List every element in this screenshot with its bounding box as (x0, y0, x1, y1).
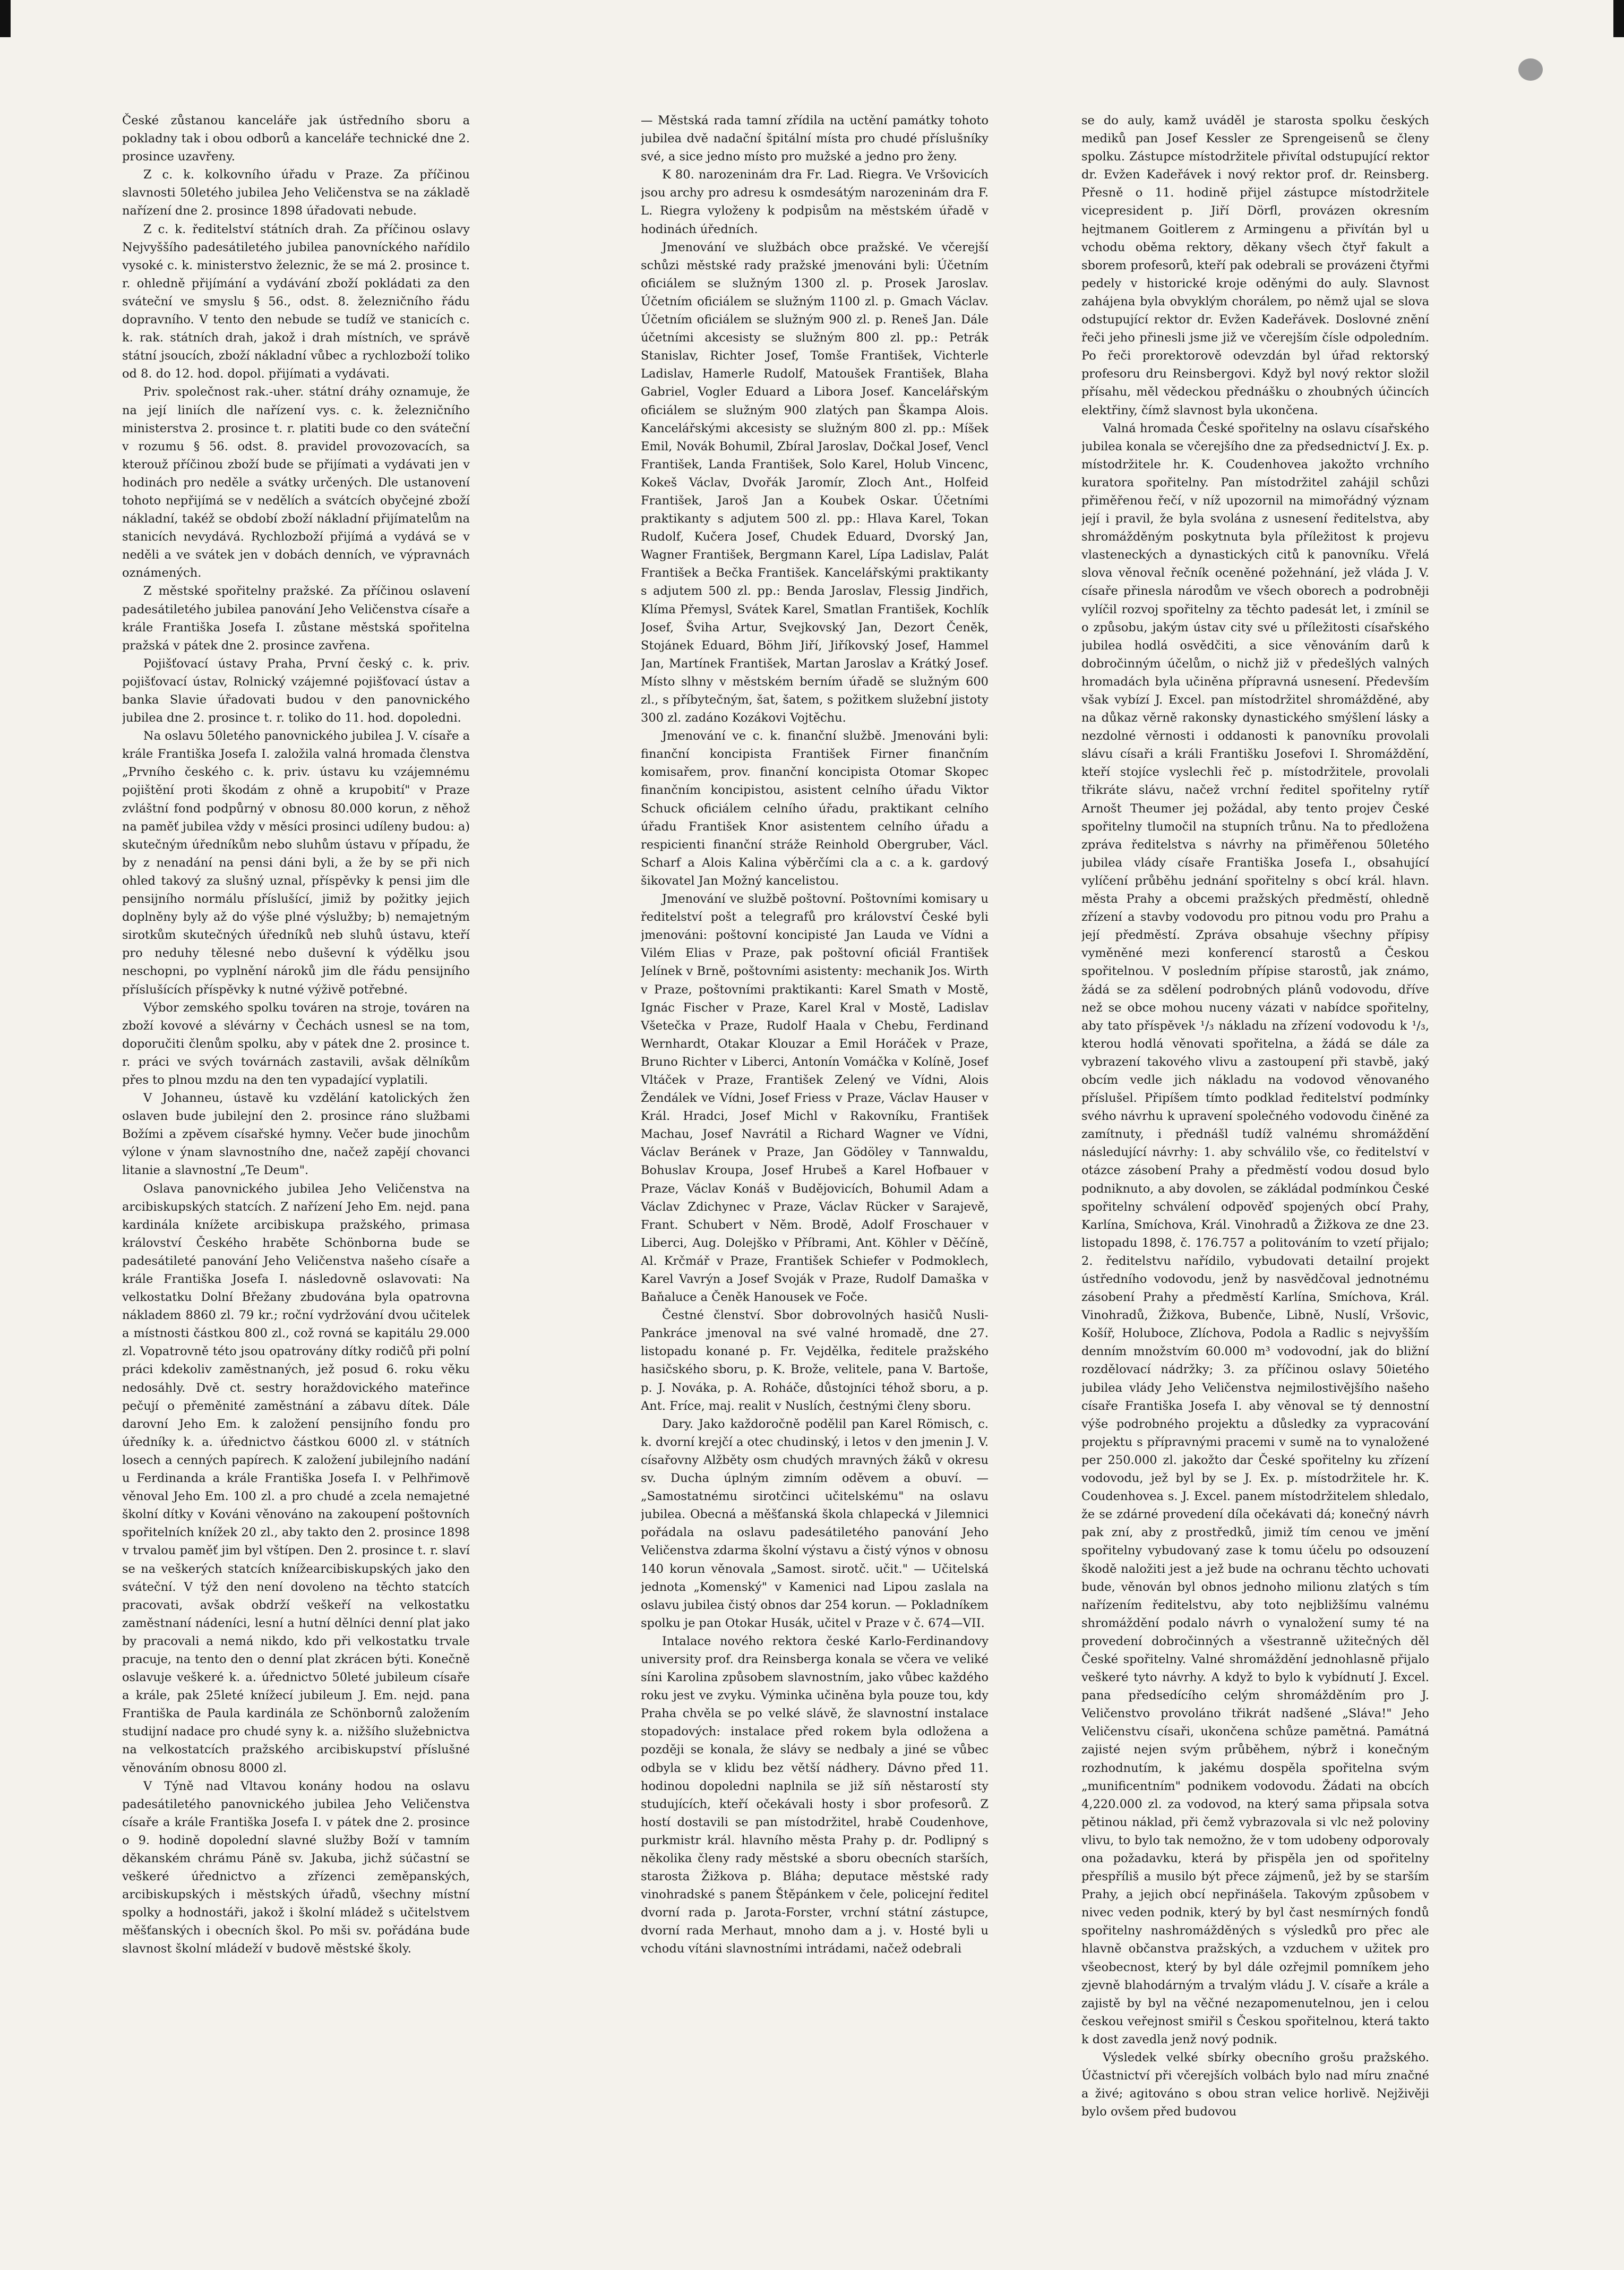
paragraph: Jmenování ve c. k. finanční službě. Jmenováni byli: finanční koncipista František Firner finančním komisařem, prov. finanční koncipista Otomar Skopec finančním koncipistou, asistent celního úřadu Viktor Schuck oficiálem celního úřadu, praktikant celního úřadu František Knor asistentem celního úřadu a respicienti finanční stráže Reinhold Obergruber, Václ. Scharf a Alois Kalina výběrčími cla a c. a k. gardový šikovatel Jan Možný kancelistou. (641, 729, 989, 888)
column-middle (641, 112, 989, 2235)
punch-hole (1518, 58, 1543, 81)
paragraph: Čestné členství. Sbor dobrovolných hasičů Nusli-Pankráce jmenoval na své valné hromadě, dne 27. listopadu konané p. Fr. Vejdělka, ředitele pražského hasičského sboru, p. K. Brože, velitele, pana V. Bartoše, p. J. Nováka, p. A. Roháče, důstojníci téhož sboru, a p. Ant. Fríce, maj. realit v Nuslích, čestnými členy sboru. (641, 1308, 989, 1413)
paragraph: V Týně nad Vltavou konány hodou na oslavu padesátiletého panovnického jubilea Jeho Veličenstva císaře a krále Františka Josefa I. v pátek dne 2. prosince o 9. hodině dopolední slavné služby Boží v tamním děkanském chrámu Páně sv. Jakuba, jichž súčastní se veškeré úřednictvo a zřízenci zeměpanských, arcibiskupských i městských úřadů, všechny místní spolky a hodnostáři, jakož i školní mládež s učitelstvem měšťanských i obecních škol. Po mši sv. pořádána bude slavnost školní mládeží v budově městské školy. (122, 1779, 470, 1956)
paragraph: České zůstanou kanceláře jak ústředního sboru a pokladny tak i obou odborů a kanceláře technické dne 2. prosince uzavřeny. (122, 114, 470, 164)
paragraph: Intalace nového rektora české Karlo-Ferdinandovy university prof. dra Reinsberga konala se včera ve veliké síni Karolina způsobem slavnostním, jako vůbec každého roku jest ve zvyku. Výminka učiněna byla pouze tou, kdy Praha chvěla se po velké slávě, že slavnostní instalace stopadových: instalace před rokem byla odložena a později se konala, že slávy se nedbaly a jiné se vůbec odbyla se v klidu bez větší nádhery. Dávno před 11. hodinou dopoledni naplnila se již síň něstarostí sty studujících, kteří očekávali hosty i sbor profesorů. Z hostí dostavili se pan místodržitel, hrabě Coudenhove, purkmistr král. hlavního města Prahy p. dr. Podlipný s několika členy rady městské a sboru obecních starších, starosta Žižkova p. Bláha; deputace městské rady vinohradské s panem Štěpánkem v čele, policejní ředitel dvorní rada p. Jarota-Forster, vrchní státní zástupce, dvorní rada Merhaut, mnoho dam a j. v. Hosté byli u vchodu vítáni slavnostními intrádami, načež odebrali (641, 1634, 989, 1956)
paragraph: Valná hromada České spořitelny na oslavu císařského jubilea konala se včerejšího dne za předsednictví J. Ex. p. místodržitele hr. K. Coudenhovea jakožto vrchního kuratora spořitelny. Pan místodržitel zahájil schůzi přiměřenou řečí, v níž upozornil na mimořádný význam její i pravil, že byla svolána z usnesení ředitelstva, aby shromážděným poskytnuta byla příležitost k projevu vlasteneckých a dynastických citů k panovníku. Vřelá slova věnoval řečník oceněné požehnání, jež vláda J. V. císaře přinesla národům ve všech oborech a podrobněji vylíčil rozvoj spořitelny za těchto padesát let, i zmínil se o způsobu, jakým ústav city své u příležitosti císařského jubilea hodlá osvědčiti, a sice věnováním darů k dobročinným účelům, o nichž již v předešlých valných hromadách byla učiněna přípravná usnesení. Především však vybízí J. Excel. pan místodržitel shromážděné, aby na důkaz věrně rakonsky dynastického smýšlení lásky a nezdolné věrnosti i oddanosti k panovníku provolali slávu císaři a králi Františku Josefovi I. Shromáždění, kteří stojíce vyslechli řeč p. místodržitele, provolali třikráte slávu, načež vrchní ředitel spořitelny rytíř Arnošt Theumer jej požádal, aby tento projev České spořitelny tlumočil na stupních trůnu. Na to předložena zpráva ředitelstva s návrhy na přiměřenou 50letého jubilea vlády císaře Františka Josefa I., obsahující vylíčení průběhu jednání spořitelny s obcí král. hlavn. města Prahy a obcemi pražských předměstí, ohledně zřízení a stavby vodovodu pro pitnou vodu pro Prahu a její předměstí. Zpráva obsahuje všechny přípisy vyměněné mezi konferencí starostů a Českou spořitelnou. V posledním přípise starostů, jak známo, žádá se za sdělení podrobných plánů vodovodu, dříve než se obce mohou nuceny vázati v nabídce spořitelny, aby tato příspěvek ¹/₃ nákladu na zřízení vodovodu k ¹/₃, kterou hodlá věnovati spořitelna, a žádá se dále za vybrazení takového vlivu a zastoupení při stavbě, jaký obcím vedle jich nákladu na vodovod věnovaného příslušel. Připíšem tímto podklad ředitelství podmínky svého návrhu k upravení společného vodovodu činěné za zamítnuty, i přednášl tudíž valnému shromáždění následující návrhy: 1. aby schválilo vše, co ředitelství v otázce zásobení Prahy a předměstí vodou dosud bylo podniknuto, a aby dovolen, se zákládal podmínkou České spořitelny schválení odpověď spojených obcí Prahy, Karlína, Smíchova, Král. Vinohradů a Žižkova ze dne 23. listopadu 1898, č. 176.757 a politováním to vzetí přijalo; 2. ředitelstvu nařídilo, vybudovati detailní projekt ústředního vodovodu, jenž by nasvědčoval jednotnému zásobení Prahy a předměstí Karlína, Smíchova, Král. Vinohradů, Žižkova, Bubenče, Libně, Nuslí, Vršovic, Košíř, Holuboce, Zlíchova, Podola a Radlic s nejvyšším denním množstvím 60.000 m³ vodovodní, jak do bližní rozdělovací nádržky; 3. za příčinou oslavy 50ietého jubilea vlády Jeho Veličenstva nejmilostivějšího našeho císaře Františka Josefa I. aby věnoval se tý dennostní výše podrobného projektu a důsledky za vypracování projektu s přípravnými pracemi v sumě na to vynaložené per 250.000 zl. jakožto dar České spořitelny ku zřízení vodovodu, jež byl by se J. Ex. p. místodržitele hr. K. Coudenhovea s. J. Excel. panem místodržitelem shledalo, že se zdárné provedení díla očekávati dá; konečný návrh pak zní, aby z prostředků, jimiž tím cenou ve jmění spořitelny vybudovaný zase k tomu účelu po odsouzení škodě naložiti jest a jež bude na ochranu těchto uchovati bude, věnován byl obnos jednoho milionu zlatých s tím nařízením ředitelstvu, aby toto nejbližšímu valnému shromáždění podalo návrh o vynaložení sumy té na provedení dobročinných a všestranně užitečných děl České spořitelny. Valné shromáždění jednohlasně přijalo veškeré tyto návrhy. A když to bylo k vybídnutí J. Excel. pana předsedícího celým shromážděním pro J. Veličenstvo provoláno třikrát nadšené „Sláva!" Jeho Veličenstvu císaři, ukončena schůze pamětná. Památná zajisté nejen svým průběhem, nýbrž i konečným rozhodnutím, k jakému dospěla spořitelna svým „munificentním" podnikem vodovodu. Žádati na obcích 4,220.000 zl. za vodovod, na který sama připsala sotva pětinou náklad, při čemž vybrazovala si vlc než poloviny vlivu, to bylo tak nemožno, že v tom udobeny odporovaly ona požadavku, která by přispěla jen od spořitelny přespříliš a musilo být přece zájmenů, jež by se starším Prahy, a jejich obcí nepřinášela. Takovým způsobem v nivec veden podnik, který by byl čast nesmírných fondů spořitelny nashromážděných s výsledků pro přec ale hlavně občanstva pražských, a vzduchem v užitek pro všeobecnost, který by byl dále ozřejmil pomníkem jeho zjevně blahodárným a trvalým vládu J. V. císaře a krále a zajistě by byl na věčné nezapomenutelnou, jen i celou českou veřejnost smiřil s Českou spořitelnou, která takto k dost zavedla jenž nový podnik. (1081, 421, 1429, 2046)
paragraph: Z městské spořitelny pražské. Za příčinou oslavení padesátiletého jubilea panování Jeho Veličenstva císaře a krále Františka Josefa I. zůstane městská spořitelna pražská v pátek dne 2. prosince zavřena. (122, 584, 470, 653)
column-left (122, 112, 470, 2235)
paragraph: Z c. k. kolkovního úřadu v Praze. Za příčinou slavnosti 50letého jubilea Jeho Veličenstva se na základě nařízení dne 2. prosince 1898 úřadovati nebude. (122, 168, 470, 218)
paragraph: Na oslavu 50letého panovnického jubilea J. V. císaře a krále Františka Josefa I. založila valná hromada členstva „Prvního českého c. k. priv. ústavu ku vzájemnému pojištění proti škodám z ohně a krupobití" v Praze zvláštní fond podpůrný v obnosu 80.000 korun, z něhož na paměť jubilea vždy v měsíci prosinci udíleny budou: a) skutečným úředníkům nebo sluhům ústavu v případu, že by z nenadání na pensi dáni byli, a že by se při nich ohled takový za slušný uznal, příspěvky k pensi jim dle pensijního normálu příslušící, jimiž by požitky jejich doplněny byly až do výše plné výslužby; b) nemajetným sirotkům skutečných úředníků neb sluhů ústavu, kteří pro neduhy tělesné nebo duševní k výdělku jsou neschopni, po vyplnění nároků jim dle řádu pensijního příslušících příspěvky k nutné výživě potřebné. (122, 729, 470, 997)
paragraph: se do auly, kamž uváděl je starosta spolku českých mediků pan Josef Kessler ze Sprengeisenů se členy spolku. Zástupce místodržitele přivítal odstupující rektor dr. Evžen Kadeřávek i nový rektor prof. dr. Reinsberg. Přesně o 11. hodině přijel zástupce místodržitele vicepresident p. Jiří Dörfl, provázen okresním hejtmanem Goitlerem z Armingenu a přivítán byl u vchodu oběma rektory, děkany všech čtyř fakult a sborem profesorů, kteří pak odebrali se provázeni čtyřmi pedely v historické kroje oděnými do auly. Slavnost zahájena byla obvyklým chorálem, po němž ujal se slova odstupující rektor dr. Evžen Kadeřávek. Doslovné znění řeči jeho přinesli jsme již ve včerejším čísle odpoledním. Po řeči prorektorově odevzdán byl úřad rektorský profesoru dru Reinsbergovi. Když byl nový rektor složil přísahu, měl vědeckou přednášku o zhoubných účincích elektřiny, čímž slavnost byla ukončena. (1081, 114, 1429, 417)
paragraph: Jmenování ve službě poštovní. Poštovními komisary u ředitelství pošt a telegrafů pro království České byli jmenováni: poštovní koncipisté Jan Lauda ve Vídni a Vilém Elias v Praze, pak poštovní oficiál František Jelínek v Brně, poštovními asistenty: mechanik Jos. Wirth v Praze, poštovními praktikanti: Karel Smath v Mostě, Ignác Fischer v Praze, Karel Kral v Mostě, Ladislav Všetečka v Praze, Rudolf Haala v Chebu, Ferdinand Wernhardt, Otakar Klouzar a Emil Horáček v Praze, Bruno Richter v Liberci, Antonín Vomáčka v Kolíně, Josef Vltáček v Praze, František Zelený ve Vídni, Alois Žendálek ve Vídni, Josef Friess v Praze, Václav Hauser v Král. Hradci, Josef Michl v Rakovníku, František Machau, Josef Navrátil a Richard Wagner ve Vídni, Václav Beránek v Praze, Jan Gödöley v Tannwaldu, Bohuslav Kroupa, Josef Hrubeš a Karel Hofbauer v Praze, Václav Konáš v Budějovicích, Bohumil Adam a Václav Zdichynec v Praze, Václav Rücker v Sarajevě, Frant. Schubert v Něm. Brodě, Adolf Froschauer v Liberci, Aug. Dolejško v Příbrami, Ant. Köhler v Děčíně, Al. Krčmář v Praze, František Schiefer v Podmoklech, Karel Vavrýn a Josef Svoják v Praze, Rudolf Damaška v Baňaluce a Čeněk Hanousek ve Foče. (641, 892, 989, 1305)
paragraph: Pojišťovací ústavy Praha, První český c. k. priv. pojišťovací ústav, Rolnický vzájemné pojišťovací ústav a banka Slavie úřadovati budou v den panovnického jubilea dne 2. prosince t. r. toliko do 11. hod. dopoledni. (122, 656, 470, 725)
scan-corner-right (1613, 0, 1624, 37)
scan-corner-left (0, 0, 11, 37)
paragraph: Oslava panovnického jubilea Jeho Veličenstva na arcibiskupských statcích. Z nařízení Jeho Em. nejd. pana kardinála knížete arcibiskupa pražského, primasa království Českého hraběte Schönborna bude se padesátileté panování Jeho Veličenstva našeho císaře a krále Františka Josefa I. následovně oslavovati: Na velkostatku Dolní Břežany zbudována byla opatrovna nákladem 8860 zl. 79 kr.; roční vydržování dvou učitelek a místnosti částkou 800 zl., což rovná se kapitálu 29.000 zl. Vopatrovně této jsou opatrovány dítky rodičů při polní práci kdekoliv zaměstnaných, jež posud 6. roku věku nedosáhly. Dvě ct. sestry horaždovického mateřince pečují o přeměnité zaměstnání a zábavu dítek. Dále darovní Jeho Em. k založení pensijního fondu pro úředníky k. a. úřednictvo částkou 6000 zl. v státních losech a cenných papírech. K založení jubilejního nadání u Ferdinanda a krále Františka Josefa I. v Pelhřimově věnoval Jeho Em. 100 zl. a pro chudé a zcela nemajetné školní dítky v Kováni věnováno na zakoupení poštovních spořitelních knížek 20 zl., aby takto den 2. prosince 1898 v trvalou paměť jim byl vštípen. Den 2. prosince t. r. slaví se na veškerých statcích knížearcibiskupských jako den sváteční. V týž den není dovoleno na těchto statcích pracovati, avšak obdrží veškeří na velkostatku zaměstnaní nádeníci, lesní a hutní dělníci denní plat jako by pracovali a nemá nikdo, kdo při velkostatku trvale pracuje, na tento den o denní plat zkrácen býti. Konečně oslavuje veškeré k. a. úřednictvo 50leté jubileum císaře a krále, pak 25leté knížecí jubileum J. Em. nejd. pana Františka de Paula kardinála ze Schönbornů založením studijní nadace pro chudé syny k. a. nižšího služebnictva na velkostatcích pražského arcibiskupství příslušné věnováním obnosu 8000 zl. (122, 1181, 470, 1775)
paragraph: Priv. společnost rak.-uher. státní dráhy oznamuje, že na její liniích dle nařízení vys. c. k. železničního ministerstva 2. prosince t. r. platiti bude co den sváteční v rozumu § 56. odst. 8. pravidel provozovacích, sa kterouž příčinou zboží bude se přijímati a vydávati jen v hodinách pro neděle a svátky určených. Dle ustanovení tohoto nepřijímá se v nedělích a svátcích obyčejné zboží nákladní, takéž se období zboží nákladní přijímatelům na stanicích nevydává. Rychlozboží přijímá a vydává se v neděli a ve svátek jen v dobách denních, ve výpravnách oznámených. (122, 385, 470, 580)
paragraph: Z c. k. ředitelství státních drah. Za příčinou oslavy Nejvyššího padesátiletého jubilea panovníckého nařídilo vysoké c. k. ministerstvo železnic, že se má 2. prosince t. r. ohledně přijímání a vydávání zboží pokládati za den sváteční ve smyslu § 56., odst. 8. železničního řádu dopravního. V tento den nebude se tudíž ve stanicích c. k. rak. státních drah, jakož i drah místních, ve správě státní jsoucích, zboží nákladní vůbec a rychlozboží toliko od 8. do 12. hod. dopol. přijímati a vydávati. (122, 222, 470, 381)
paragraph: Výsledek velké sbírky obecního grošu pražského. Účastnictví při včerejších volbách bylo nad míru značné a živé; agitováno s obou stran velice horlivě. Nejživěji bylo ovšem před budovou (1081, 2051, 1429, 2119)
paragraph: Jmenování ve službách obce pražské. Ve včerejší schůzi městské rady pražské jmenováni byli: Účetním oficiálem se služným 1300 zl. p. Prosek Jaroslav. Účetním oficiálem se služným 1100 zl. p. Gmach Václav. Účetním oficiálem se služným 900 zl. p. Reneš Jan. Dále účetními akcesisty se služným 800 zl. pp.: Petrák Stanislav, Richter Josef, Tomše František, Vichterle Ladislav, Hamerle Rudolf, Matoušek František, Blaha Gabriel, Vogler Eduard a Libora Josef. Kancelářským oficiálem se služným 900 zlatých pan Škampa Alois. Kancelářskými akcesisty se služným 800 zl. pp.: Míšek Emil, Novák Bohumil, Zbíral Jaroslav, Dočkal Josef, Vencl František, Landa František, Solo Karel, Holub Vincenc, Kokeš Václav, Dvořák Jaromír, Zloch Ant., Holfeid František, Jaroš Jan a Koubek Oskar. Účetními praktikanty s adjutem 500 zl. pp.: Hlava Karel, Tokan Rudolf, Kučera Josef, Chudek Eduard, Dvorský Jan, Wagner František, Bergmann Karel, Lípa Ladislav, Palát František a Bečka František. Kancelářskými praktikanty s adjutem 500 zl. pp.: Benda Jaroslav, Flessig Jindřich, Klíma Přemysl, Svátek Karel, Smatlan František, Kochlík Josef, Šviha Artur, Svejkovský Jan, Dezort Čeněk, Stojánek Eduard, Böhm Jiří, Jiříkovský Josef, Hammel Jan, Martínek František, Martan Jaroslav a Krátký Josef. Místo slhny v městském berním úřadě se služným 600 zl., s příbytečným, šat, šatem, s požitkem služební jistoty 300 zl. zadáno Kozákovi Vojtěchu. (641, 240, 989, 725)
paragraph: V Johanneu, ústavě ku vzdělání katolických žen oslaven bude jubilejní den 2. prosince ráno službami Božími a zpěvem císařské hymny. Večer bude jinochům výlone v ýnam slavnostního dne, načež zapějí chovanci litanie a slavnostní „Te Deum". (122, 1091, 470, 1178)
column-right (1081, 112, 1429, 2235)
paragraph: Dary. Jako každoročně podělil pan Karel Römisch, c. k. dvorní krejčí a otec chudinský, i letos v den jmenin J. V. císařovny Alžběty osm chudých mravných žáků v okresu sv. Ducha úplným zimním oděvem a obuví. — „Samostatnému sirotčinci učitelskému" na oslavu jubilea. Obecná a měšťanská škola chlapecká v Jilemnici pořádala na oslavu padesátiletého panování Jeho Veličenstva zdarma školní výstavu a čistý výnos v obnosu 140 korun věnovala „Samost. sirotč. učit." — Učitelská jednota „Komenský" v Kamenici nad Lipou zaslala na oslavu jubilea čistý obnos dar 254 korun. — Pokladníkem spolku je pan Otokar Husák, učitel v Praze v č. 674—VII. (641, 1417, 989, 1630)
paragraph: — Městská rada tamní zřídila na uctění památky tohoto jubilea dvě nadační špitální místa pro chudé příslušníky své, a sice jedno místo pro mužské a jedno pro ženy. (641, 114, 989, 164)
paragraph: K 80. narozeninám dra Fr. Lad. Riegra. Ve Vršovicích jsou archy pro adresu k osmdesátým narozeninám dra F. L. Riegra vyloženy k podpisům na městském úřadě v hodinách úředních. (641, 168, 989, 236)
paragraph: Výbor zemského spolku továren na stroje, továren na zboží kovové a slévárny v Čechách usnesl se na tom, doporučiti členům spolku, aby v pátek dne 2. prosince t. r. práci ve svých továrnách zastavili, avšak dělníkům přes to plnou mzdu na den ten vypadající vyplatili. (122, 1000, 470, 1087)
